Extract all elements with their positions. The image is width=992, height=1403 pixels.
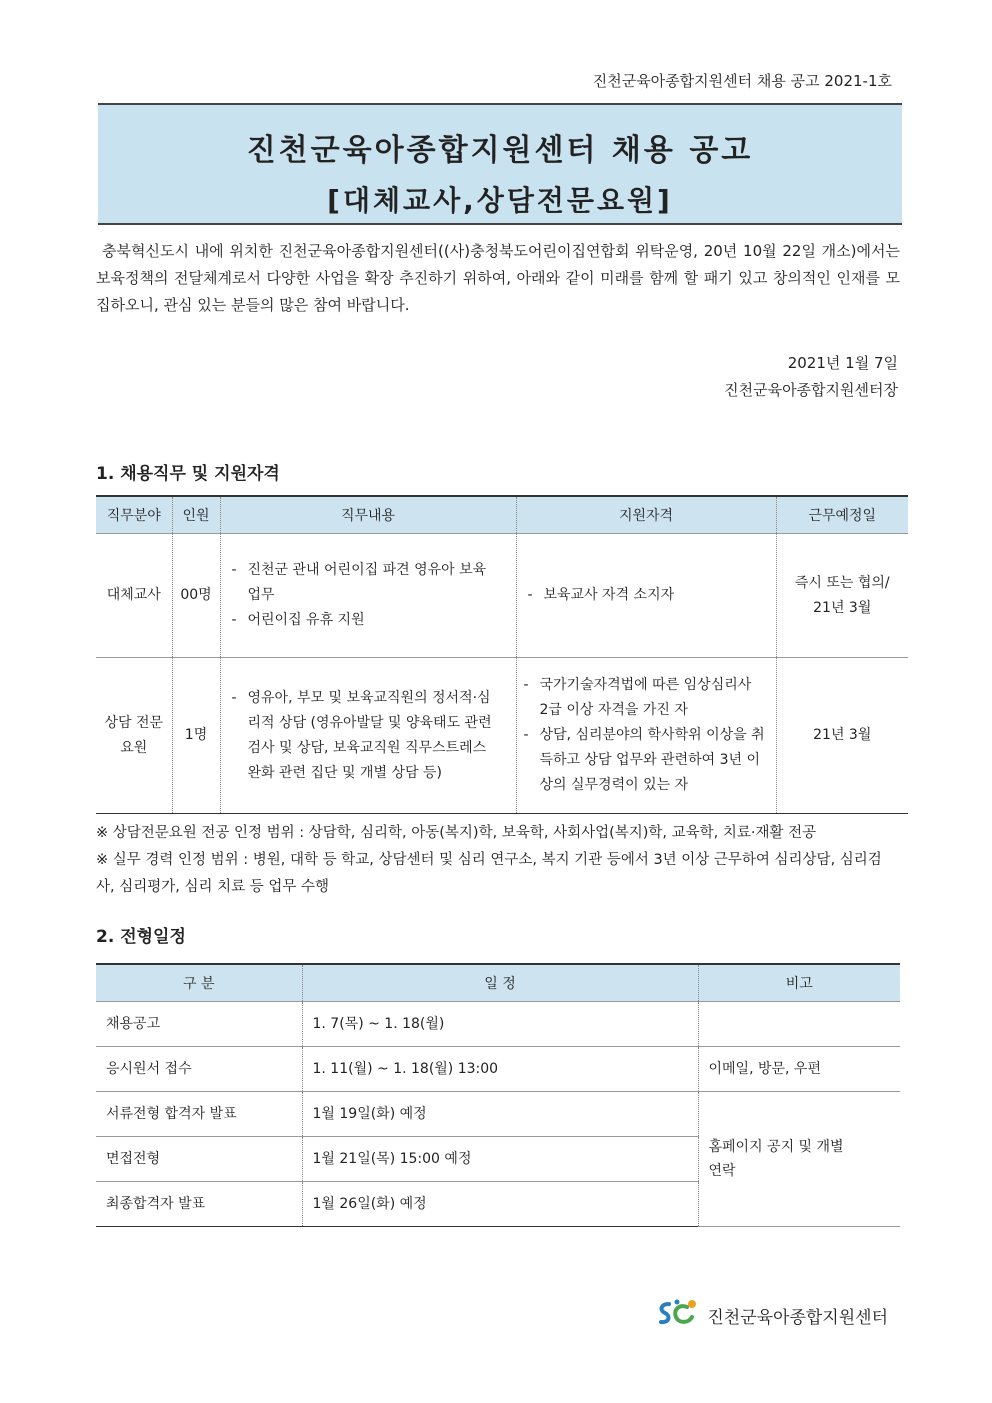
col-header: 비고	[698, 964, 900, 1002]
schedule-item: 채용공고	[96, 1002, 302, 1047]
table-header-row	[96, 496, 908, 534]
table-row	[96, 1092, 900, 1137]
col-header: 근무예정일	[776, 496, 908, 534]
job-start: 즉시 또는 협의/ 21년 3월	[776, 534, 908, 658]
list-item: - 영유아, 부모 및 보육교직원의 정서적·심리적 상담 (영유아발달 및 양육태도 관련 검사 및 상담, 보육교직원 직무스트레스 완화 관련 집단 및 개별 상담 등)	[232, 686, 515, 786]
schedule-date: 1월 19일(화) 예정	[302, 1092, 698, 1137]
schedule-date: 1. 11(월) ~ 1. 18(월) 13:00	[302, 1047, 698, 1092]
job-qualifications	[516, 658, 776, 814]
issuer-name: 진천군육아종합지원센터장	[724, 381, 898, 399]
list-item: - 국가기술자격법에 따른 임상심리사 2급 이상 자격을 가진 자	[524, 673, 775, 723]
schedule-note: 이메일, 방문, 우편	[698, 1047, 900, 1092]
notes-block	[96, 820, 900, 901]
job-qualifications	[516, 534, 776, 658]
job-duties	[220, 534, 516, 658]
schedule-date: 1. 7(목) ~ 1. 18(월)	[302, 1002, 698, 1047]
footer-logo	[655, 1298, 888, 1333]
center-logo-icon	[655, 1298, 699, 1333]
table-row	[96, 658, 908, 814]
section1-title: 1. 채용직무 및 지원자격	[96, 464, 280, 484]
list-item: - 상담, 심리분야의 학사학위 이상을 취득하고 상담 업무와 관련하여 3년 이상의 실무경력이 있는 자	[524, 723, 775, 798]
job-field: 상담 전문요원	[96, 658, 172, 814]
list-item: - 보육교사 자격 소지자	[528, 583, 775, 608]
list-item: - 어린이집 유휴 지원	[232, 608, 515, 633]
page-subtitle: [대체교사,상담전문요원]	[327, 184, 673, 217]
job-duties	[220, 658, 516, 814]
table-row	[96, 534, 908, 658]
col-header: 인원	[172, 496, 220, 534]
note-experience: ※ 실무 경력 인정 범위 : 병원, 대학 등 학교, 상담센터 및 심리 연구소, 복지 기관 등에서 3년 이상 근무하여 심리상담, 심리검사, 심리평가, 심리 치료 등 업무 수행	[96, 852, 882, 895]
note-major: ※ 상담전문요원 전공 인정 범위 : 상담학, 심리학, 아동(복지)학, 보육학, 사회사업(복지)학, 교육학, 치료·재활 전공	[96, 825, 817, 841]
schedule-item: 면접전형	[96, 1137, 302, 1182]
table-row	[96, 1047, 900, 1092]
job-count: 00명	[172, 534, 220, 658]
issue-date: 2021년 1월 7일	[787, 354, 898, 372]
col-header: 지원자격	[516, 496, 776, 534]
schedule-date: 1월 21일(목) 15:00 예정	[302, 1137, 698, 1182]
job-start: 21년 3월	[776, 658, 908, 814]
list-item: - 진천군 관내 어린이집 파견 영유아 보육 업무	[232, 558, 515, 608]
col-header: 직무내용	[220, 496, 516, 534]
intro-paragraph: 충북혁신도시 내에 위치한 진천군육아종합지원센터((사)충청북도어린이집연합회 위탁운영, 20년 10월 22일 개소)에서는 보육정책의 전달체계로서 다양한 사업을 확장 추진하기 위하여, 아래와 같이 미래를 함께 할 패기 있고 창의적인 인재를 모집하오니, 관심 있는 분들의 많은 참여 바랍니다.	[96, 242, 900, 314]
schedule-table	[96, 963, 900, 1227]
schedule-item: 서류전형 합격자 발표	[96, 1092, 302, 1137]
page-title: 진천군육아종합지원센터 채용 공고	[246, 133, 754, 168]
table-header-row	[96, 964, 900, 1002]
schedule-note-merged: 홈페이지 공지 및 개별연락	[698, 1092, 900, 1227]
table-row	[96, 1002, 900, 1047]
job-field: 대체교사	[96, 534, 172, 658]
col-header: 일 정	[302, 964, 698, 1002]
schedule-item: 응시원서 접수	[96, 1047, 302, 1092]
col-header: 직무분야	[96, 496, 172, 534]
title-banner	[98, 103, 902, 225]
org-name: 진천군육아종합지원센터	[707, 1308, 888, 1328]
schedule-note	[698, 1002, 900, 1047]
col-header: 구 분	[96, 964, 302, 1002]
document-number: 진천군육아종합지원센터 채용 공고 2021-1호	[592, 72, 892, 90]
schedule-date: 1월 26일(화) 예정	[302, 1182, 698, 1227]
section2-title: 2. 전형일정	[96, 927, 186, 947]
schedule-item: 최종합격자 발표	[96, 1182, 302, 1227]
job-count: 1명	[172, 658, 220, 814]
jobs-table	[96, 495, 908, 814]
signature-block	[724, 350, 898, 404]
